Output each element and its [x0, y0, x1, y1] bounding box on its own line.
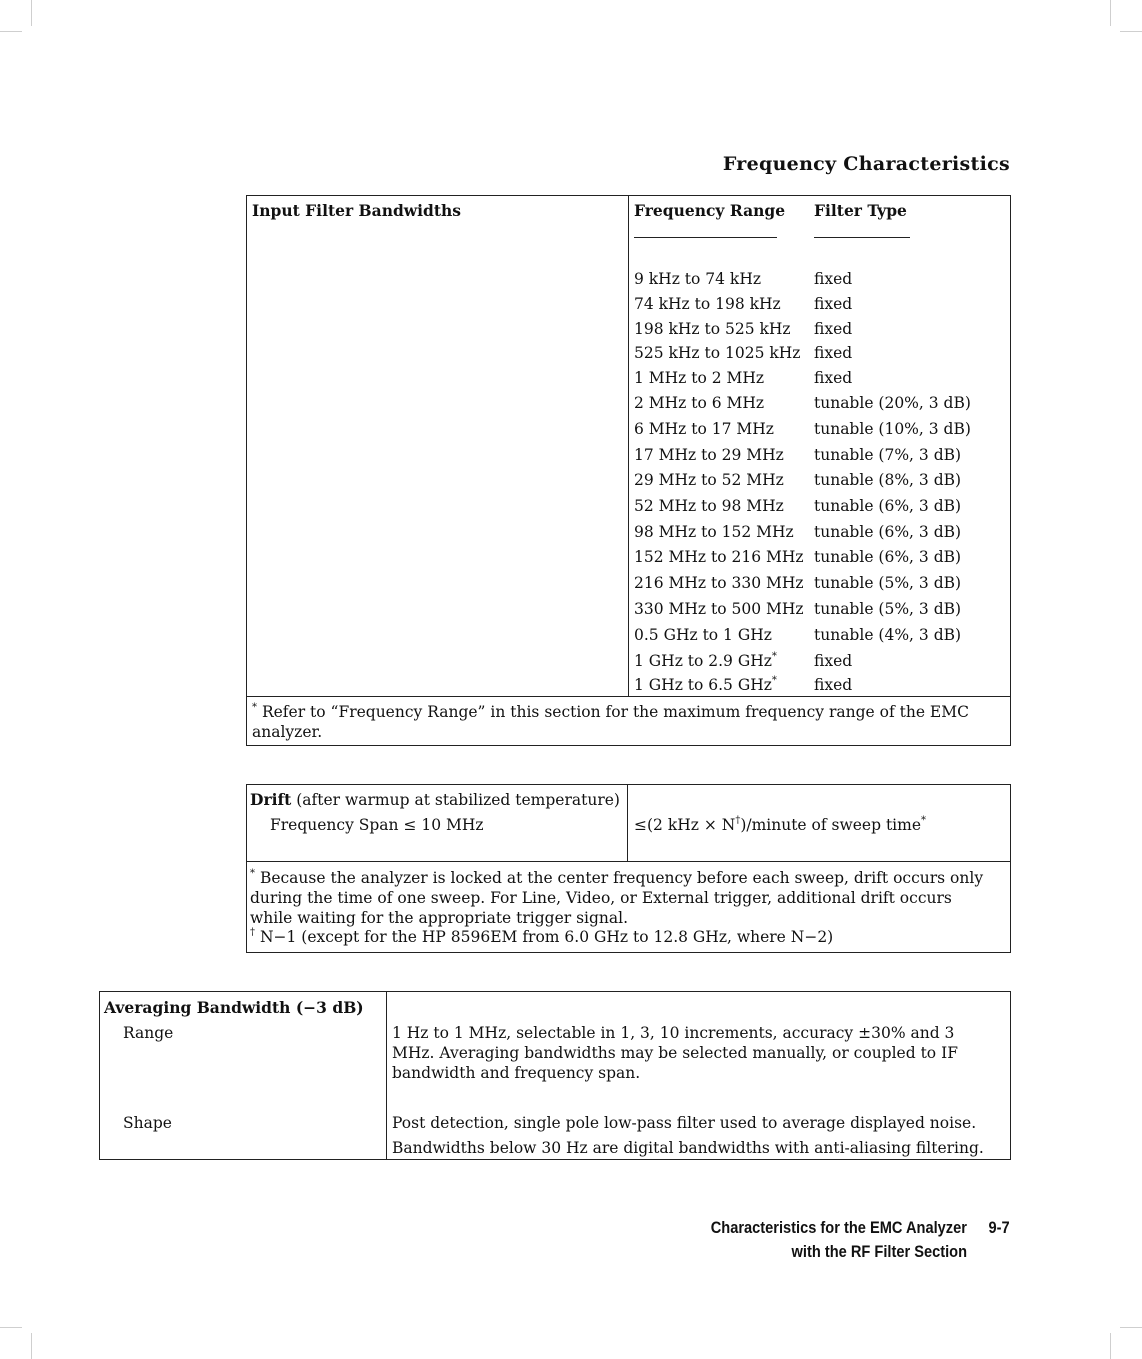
filter-type-cell: fixed	[814, 652, 853, 670]
frequency-range-cell: 525 kHz to 1025 kHz	[634, 344, 801, 362]
filter-type-cell: tunable (20%, 3 dB)	[814, 394, 971, 412]
footnote-marker: *	[771, 651, 777, 662]
footer-chapter-subtitle: with the RF Filter Section	[791, 1242, 967, 1261]
filter-type-cell: fixed	[814, 369, 853, 387]
footnote-marker: *	[250, 868, 255, 879]
frequency-range-cell: 98 MHz to 152 MHz	[634, 523, 794, 541]
range-text: 1 Hz to 1 MHz, selectable in 1, 3, 10 increments, accuracy ±30% and 3 MHz. Averaging bandwidths may be selected manually, or coupled to IF bandwidth and frequency span.	[392, 1024, 958, 1082]
drift-footnote-2	[250, 927, 834, 946]
frequency-range-cell	[634, 675, 777, 694]
filter-type-cell: tunable (6%, 3 dB)	[814, 497, 962, 515]
drift-title	[250, 792, 620, 809]
drift-title-rest: (after warmup at stabilized temperature)	[291, 791, 620, 809]
frequency-range-cell	[634, 651, 777, 670]
dagger-marker: †	[735, 815, 741, 826]
col-underline	[814, 237, 910, 238]
filter-type-cell: fixed	[814, 320, 853, 338]
range-text: 1 GHz to 6.5 GHz	[634, 676, 772, 694]
frequency-range-cell: 6 MHz to 17 MHz	[634, 420, 774, 438]
range-label: Range	[123, 1024, 174, 1042]
table-divider	[246, 696, 1011, 697]
filter-type-cell: tunable (8%, 3 dB)	[814, 471, 962, 489]
filter-type-cell: tunable (5%, 3 dB)	[814, 574, 962, 592]
filter-type-cell: tunable (6%, 3 dB)	[814, 548, 962, 566]
range-text: 1 GHz to 2.9 GHz	[634, 652, 772, 670]
drift-footnote-1	[250, 868, 995, 928]
table-divider	[386, 991, 387, 1160]
frequency-range-cell: 216 MHz to 330 MHz	[634, 574, 804, 592]
shape-text: Post detection, single pole low-pass filter used to average displayed noise.	[392, 1114, 977, 1132]
table-divider	[628, 195, 629, 697]
table-divider	[627, 784, 628, 862]
averaging-title: Averaging Bandwidth (−3 dB)	[104, 998, 364, 1017]
drift-title-bold: Drift	[250, 790, 292, 809]
frequency-range-cell: 29 MHz to 52 MHz	[634, 471, 784, 489]
frequency-range-cell: 74 kHz to 198 kHz	[634, 295, 781, 313]
filter-type-cell: tunable (10%, 3 dB)	[814, 420, 971, 438]
crop-mark	[1110, 1333, 1111, 1359]
input-filter-footnote	[252, 702, 992, 742]
col-header-frequency-range: Frequency Range	[634, 201, 786, 220]
crop-mark	[1120, 31, 1142, 32]
filter-type-cell: fixed	[814, 676, 853, 694]
filter-type-cell: tunable (4%, 3 dB)	[814, 626, 962, 644]
frequency-range-cell: 330 MHz to 500 MHz	[634, 600, 804, 618]
drift-param: Frequency Span ≤ 10 MHz	[270, 816, 484, 834]
frequency-range-cell: 198 kHz to 525 kHz	[634, 320, 791, 338]
col-header-filter-type: Filter Type	[814, 201, 907, 220]
dagger-marker: †	[250, 927, 255, 938]
crop-mark	[0, 1327, 22, 1328]
table-divider	[246, 861, 1011, 862]
crop-mark	[31, 0, 32, 26]
filter-type-cell: tunable (6%, 3 dB)	[814, 523, 962, 541]
crop-mark	[0, 31, 22, 32]
footnote-text: Refer to “Frequency Range” in this section for the maximum frequency range of the EMC analyzer.	[252, 703, 969, 741]
footer-chapter-title: Characteristics for the EMC Analyzer	[710, 1218, 967, 1237]
filter-type-cell: fixed	[814, 270, 853, 288]
drift-value-post: )/minute of sweep time	[740, 816, 921, 834]
footnote-text: Because the analyzer is locked at the center frequency before each sweep, drift occurs only during the time of one sweep. For Line, Video, or External trigger, additional drift occurs while waiting for the appropriate trigger signal.	[250, 869, 984, 927]
filter-type-cell: fixed	[814, 344, 853, 362]
drift-value	[634, 815, 926, 834]
footnote-marker: *	[921, 815, 926, 826]
crop-mark	[31, 1333, 32, 1359]
filter-type-cell: tunable (7%, 3 dB)	[814, 446, 962, 464]
filter-type-cell: tunable (5%, 3 dB)	[814, 600, 962, 618]
crop-mark	[1110, 0, 1111, 26]
frequency-range-cell: 52 MHz to 98 MHz	[634, 497, 784, 515]
shape-note: Bandwidths below 30 Hz are digital bandwidths with anti-aliasing filtering.	[392, 1139, 984, 1157]
section-title: Frequency Characteristics	[722, 153, 1010, 175]
frequency-range-cell: 1 MHz to 2 MHz	[634, 369, 765, 387]
filter-type-cell: fixed	[814, 295, 853, 313]
footnote-marker: *	[252, 702, 257, 713]
col-underline	[634, 237, 777, 238]
frequency-range-cell: 152 MHz to 216 MHz	[634, 548, 804, 566]
frequency-range-cell: 9 kHz to 74 kHz	[634, 270, 762, 288]
footnote-text: N−1 (except for the HP 8596EM from 6.0 GHz to 12.8 GHz, where N−2)	[259, 928, 834, 946]
crop-mark	[1120, 1327, 1142, 1328]
drift-value-pre: ≤(2 kHz × N	[634, 816, 736, 834]
frequency-range-cell: 2 MHz to 6 MHz	[634, 394, 765, 412]
frequency-range-cell: 0.5 GHz to 1 GHz	[634, 626, 772, 644]
footnote-marker: *	[771, 675, 777, 686]
page-number: 9-7	[988, 1218, 1010, 1237]
input-filter-title: Input Filter Bandwidths	[252, 201, 462, 220]
shape-label: Shape	[123, 1114, 172, 1132]
frequency-range-cell: 17 MHz to 29 MHz	[634, 446, 784, 464]
